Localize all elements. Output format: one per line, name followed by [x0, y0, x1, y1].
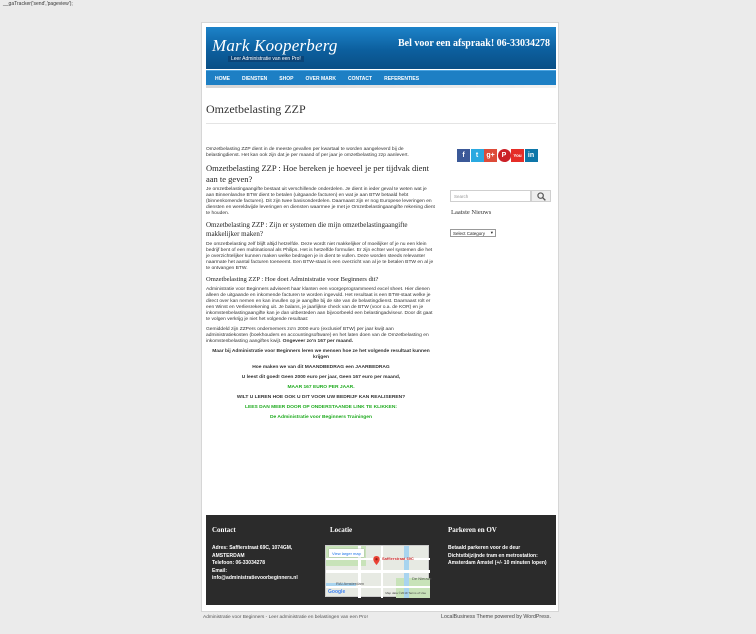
center-line-2: Hoe maken we van dit MAANDBEDRAG een JAARBEDRAG [252, 365, 390, 370]
heading-bereken: Omzetbelasting ZZP : Hoe bereken je hoeveel je per tijdvak dient aan te geven? [206, 163, 429, 184]
center-line-1: Maar bij Administratie voor Beginners leren we mensen hoe ze het volgende resultaat kunnen krijgen [212, 349, 430, 360]
map-view-larger[interactable]: View larger map [329, 549, 364, 557]
nav-home[interactable]: HOME [215, 76, 230, 82]
footer-site-description: Administratie voor Beginners - Leer administratie en belastingen van een Pro! [203, 615, 368, 620]
search-button[interactable] [531, 190, 551, 202]
footer-locatie-title: Locatie [330, 526, 353, 534]
nav-referenties[interactable]: REFERENTIES [384, 76, 420, 82]
map-label-rai: RAI Amsterdam [336, 581, 365, 586]
training-link-cta[interactable]: LEES DAN MEER DOOR OP ONDERSTAANDE LINK TE KLIKKEN: [245, 405, 397, 410]
sidebar-title-laatste-nieuws: Laatste Nieuws [451, 209, 492, 216]
intro-paragraph: Omzetbelasting ZZP dient in de meeste gevallen per kwartaal te worden aangeleverd bij de belastingdienst. Het kan ook zijn dat je per maand of per jaar je omzetbelasting zzp aanlevert. [206, 147, 409, 158]
location-map[interactable] [325, 545, 432, 597]
center-line-3: U leest dit goed! Geen 2000 euro per jaar, Geen 167 euro per maand, [241, 375, 401, 380]
category-select[interactable]: Select Category ▾ [450, 229, 496, 237]
contact-address: Adres: Saffierstraat 69C, 1074GM, [212, 545, 293, 551]
map-pin-label: Saffierstraat 69C [382, 556, 414, 561]
contact-city: AMSTERDAM [212, 552, 245, 559]
facebook-icon[interactable]: f [457, 149, 470, 162]
page-container [201, 22, 559, 612]
paragraph-systemen: De omzetbelasting zelf blijft altijd hetzelfde. Deze wordt niet makkelijker of moeilijker of je nu een klein bedrijf bent of een multinational als Philips. Het is hetzelfde formulier. Er zijn echter wel systemen die het je overzichtelijker kunnen maken welke bedragen je in dient te vullen. Deze worden steeds relevanter naarmate het aantal facturen toeneemt. Een BTW-staat is een overzicht van al je te betalen BTW en al je te ontvangen BTW. [206, 242, 434, 271]
contact-phone: Telefoon: 06-33034278 [212, 560, 265, 566]
site-header [206, 27, 556, 69]
center-line-4: MAAR 167 EURO PER JAAR. [287, 385, 355, 390]
footer-theme-credit[interactable]: LocalBusiness Theme powered by WordPress. [441, 614, 551, 620]
header-phone: Bel voor een afspraak! 06-33034278 [397, 38, 550, 49]
footer-contact [212, 515, 322, 583]
nav-over-mark[interactable]: OVER MARK [305, 76, 337, 82]
nav-diensten[interactable]: DIENSTEN [242, 76, 268, 82]
page-title: Omzetbelasting ZZP [206, 102, 306, 116]
center-line-5: WILT U LEREN HOE OOK U DIT VOOR UW BEDRIJF KAN REALISEREN? [236, 395, 406, 400]
title-divider [206, 123, 556, 124]
paragraph-kosten: Gemiddeld zijn ZZPers ondernemers zo'n 2000 euro (exclusief BTW) per jaar kwijt aan administratiekosten (boekhouders en accountingsoftware) en het laten doen van de Omzetbelasting en inkomstenbelasting aangiftes kwijt. Ongeveer zo'n 167 per maand. [206, 327, 429, 344]
nav-contact[interactable]: CONTACT [348, 76, 373, 82]
heading-hoe-doet: Omzetbelasting ZZP : Hoe doet Administratie voor Beginners dit? [206, 276, 379, 283]
tracker-text: __gaTracker('send','pageview'); [3, 1, 73, 7]
footer-parkeren-text: Betaald parkeren voor de deur Dichtstbijzijnde tram en metrostation: Amsterdam Amstel (+/- 10 minuten lopen) [448, 545, 547, 566]
footer-parkeren [448, 515, 550, 568]
map-attribution: Map data ©2019 Terms of Use [385, 591, 426, 595]
map-label-de-nieuwe: De Nieuwe [412, 576, 432, 581]
footer-contact-title: Contact [212, 526, 236, 534]
twitter-icon[interactable]: t [471, 149, 484, 162]
linkedin-icon[interactable]: in [525, 149, 538, 162]
site-tagline: Leer Administratie van een Pro! [228, 56, 304, 62]
footer-contact-details [212, 545, 322, 583]
training-link[interactable]: De Administratie voor Beginners Trainingen [270, 415, 372, 420]
site-footer [206, 515, 556, 605]
youtube-icon[interactable]: You Tube [511, 149, 524, 162]
contact-email[interactable]: info@administratievoorbeginners.nl [212, 575, 298, 581]
article-content [206, 147, 436, 425]
footer-parkeren-title: Parkeren en OV [448, 526, 497, 534]
main-nav [206, 70, 556, 85]
paragraph-advies: Administratie voor Beginners adviseert haar klanten een voorgeprogrammeerd excel sheet. Hier dienen alleen de uitgaande en inkomende facturen te worden ingevuld. Het resultaat is een BTW-staat welke je direct over kan nemen en kan invullen op je aangifte bij de site van de belastingdienst. Daarnaast rolt er een Winst en Verliesrekening uit. Je balans, je jaarlijkse check van de BTW (voor o.a. de KOR) en je inkomstenbelastingaangifte kan je dan uitbesteden aan bijvoorbeeld een belastingadviseur. Door dit gaat te volgen verkrijg je niet het volgende resultaat: [206, 287, 433, 322]
google-logo: Google [328, 589, 346, 595]
nav-shop[interactable]: SHOP [279, 76, 294, 82]
footer-locatie [330, 515, 430, 534]
search-input[interactable]: Search [450, 190, 531, 202]
search-icon [537, 192, 546, 201]
paragraph-aangifte: Je omzetbelastingaangifte bestaat uit verschillende onderdelen. Je dient in ieder geval te weten wat je aan Binnenlandse BTW dient te betalen (uitgaande facturen) en wat je aan BTW betaald hebt (binnenkomende facturen). Dit zijn twee basisonderdelen. Daarnaast zijn er nog Europese leveringen en diensten en wereldwijde leveringen en diensten waarmee je met je Omzetbelastingaangifte rekening dient te houden. [206, 187, 435, 216]
social-icons [457, 149, 538, 171]
map-pin-icon [373, 556, 380, 565]
google-plus-icon[interactable]: g+ [484, 149, 497, 162]
pinterest-icon[interactable]: P [498, 149, 511, 162]
heading-systemen: Omzetbelasting ZZP : Zijn er systemen die mijn omzetbelastingaangifte makkelijker maken? [206, 221, 408, 238]
kosten-bold: Ongeveer zo'n 167 per maand. [282, 339, 354, 344]
contact-email-label: Email: [212, 567, 228, 574]
nav-divider [206, 85, 556, 88]
site-logo[interactable]: Mark Kooperberg [212, 36, 338, 55]
